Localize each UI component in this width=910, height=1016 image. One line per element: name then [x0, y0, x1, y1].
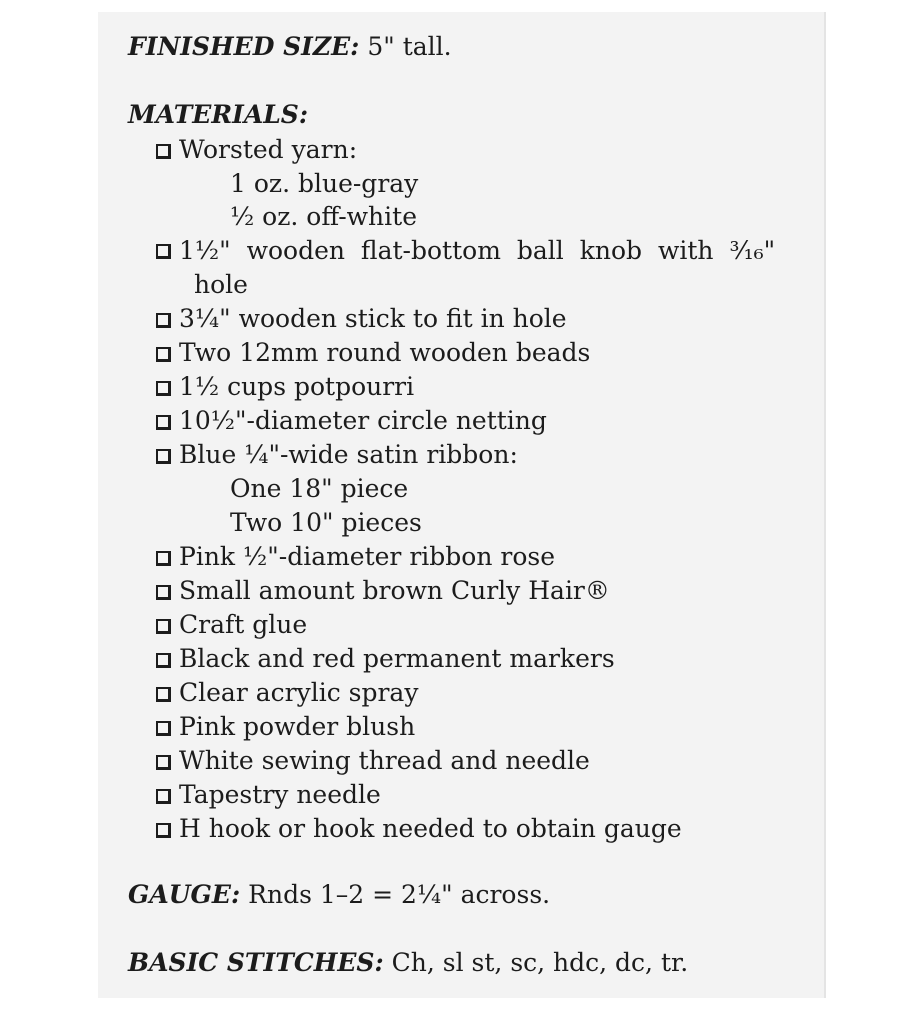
material-item-spray: Clear acrylic spray	[156, 678, 418, 708]
basic-stitches-line	[128, 948, 688, 978]
gauge-value: Rnds 1–2 = 2¼" across.	[248, 880, 551, 909]
pattern-page	[98, 12, 826, 998]
checkbox-icon	[156, 789, 171, 804]
material-item-hook: H hook or hook needed to obtain gauge	[156, 814, 682, 844]
material-item-knob	[156, 236, 818, 266]
materials-heading: MATERIALS:	[128, 100, 309, 129]
material-item-netting: 10½"-diameter circle netting	[156, 406, 547, 436]
yarn-amount-blue-gray: 1 oz. blue-gray	[230, 169, 419, 198]
material-item-potpourri: 1½ cups potpourri	[156, 372, 414, 402]
checkbox-icon	[156, 755, 171, 770]
material-knob-text: 1½" wooden flat-bottom ball knob with ³⁄₁₆"	[179, 236, 776, 265]
material-item-hair: Small amount brown Curly Hair®	[156, 576, 610, 606]
gauge-line	[128, 880, 550, 910]
gauge-label: GAUGE:	[128, 880, 241, 909]
checkbox-icon	[156, 381, 171, 396]
finished-size-label: FINISHED SIZE:	[128, 32, 360, 61]
finished-size-value: 5" tall.	[367, 32, 452, 61]
checkbox-icon	[156, 244, 171, 259]
basic-stitches-value: Ch, sl st, sc, hdc, dc, tr.	[391, 948, 689, 977]
checkbox-icon	[156, 144, 171, 159]
finished-size-line	[128, 32, 452, 62]
material-item-glue: Craft glue	[156, 610, 307, 640]
basic-stitches-label: BASIC STITCHES:	[128, 948, 384, 977]
material-item-thread: White sewing thread and needle	[156, 746, 590, 776]
checkbox-icon	[156, 619, 171, 634]
checkbox-icon	[156, 449, 171, 464]
ribbon-piece-18: One 18" piece	[230, 474, 409, 503]
checkbox-icon	[156, 721, 171, 736]
yarn-amount-off-white: ½ oz. off-white	[230, 202, 417, 231]
checkbox-icon	[156, 687, 171, 702]
material-item-rose: Pink ½"-diameter ribbon rose	[156, 542, 555, 572]
material-item-stick: 3¼" wooden stick to fit in hole	[156, 304, 567, 334]
material-item-yarn	[156, 135, 357, 165]
material-item-beads: Two 12mm round wooden beads	[156, 338, 590, 368]
checkbox-icon	[156, 585, 171, 600]
ribbon-piece-10: Two 10" pieces	[230, 508, 422, 537]
material-item-tapestry: Tapestry needle	[156, 780, 381, 810]
material-knob-text-cont: hole	[194, 270, 248, 299]
material-yarn-label: Worsted yarn:	[179, 135, 358, 164]
checkbox-icon	[156, 415, 171, 430]
checkbox-icon	[156, 347, 171, 362]
checkbox-icon	[156, 823, 171, 838]
checkbox-icon	[156, 313, 171, 328]
material-item-ribbon: Blue ¼"-wide satin ribbon:	[156, 440, 518, 470]
checkbox-icon	[156, 551, 171, 566]
checkbox-icon	[156, 653, 171, 668]
material-item-blush: Pink powder blush	[156, 712, 415, 742]
material-item-markers: Black and red permanent markers	[156, 644, 615, 674]
